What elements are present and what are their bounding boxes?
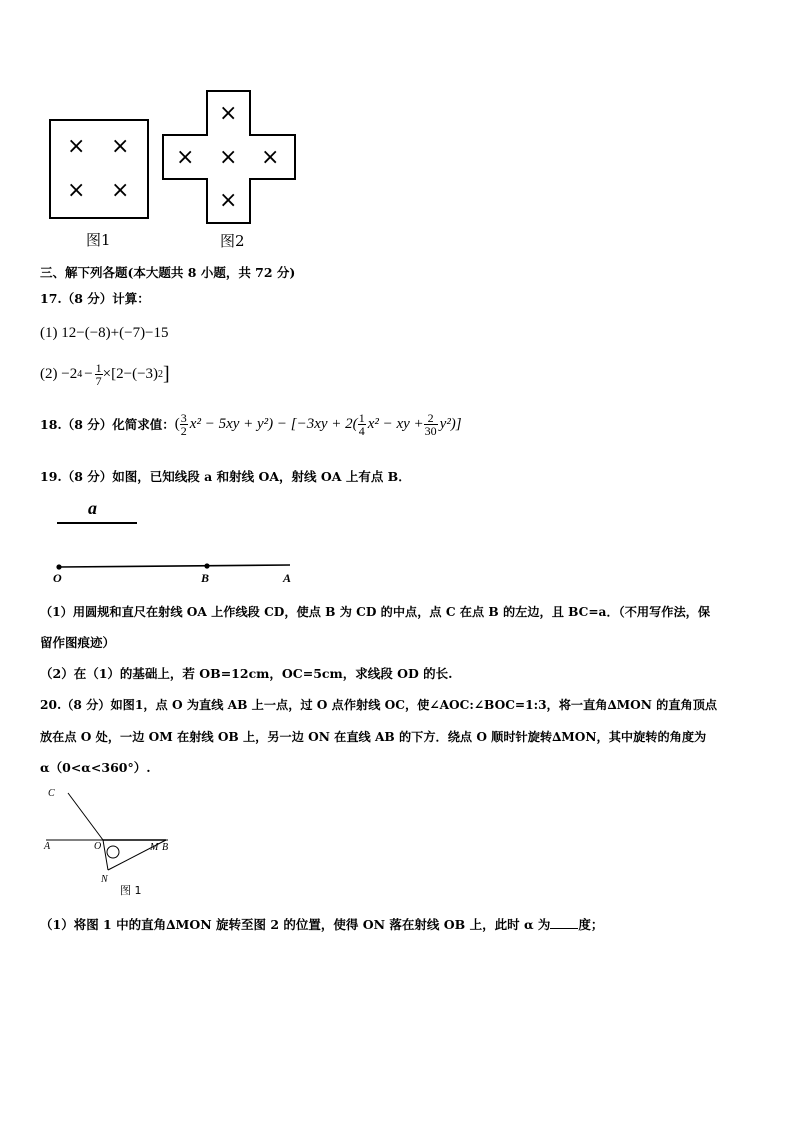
q18-frac2-den: 4 xyxy=(358,424,365,438)
q17-part2 xyxy=(40,362,170,387)
q17-part2-exp2: 2 xyxy=(158,369,164,380)
figure-1 xyxy=(49,119,149,219)
q19-part1-line2: 留作图痕迹） xyxy=(40,635,116,650)
label-C: C xyxy=(48,788,55,799)
q18-frac1-num: 3 xyxy=(180,411,187,425)
cross-mark: × xyxy=(261,145,280,170)
label-A: A xyxy=(283,571,292,585)
cross-mark: × xyxy=(111,134,130,159)
q17-part1: (1) 12−(−8)+(−7)−15 xyxy=(40,325,169,341)
section-heading: 三、解下列各题(本大题共 8 小题，共 72 分) xyxy=(40,265,296,280)
figure-1-caption: 图1 xyxy=(86,231,111,249)
q17-fraction xyxy=(95,362,103,387)
label-B: B xyxy=(162,842,169,853)
q17-part2-close: ] xyxy=(163,363,170,385)
q18-frac3 xyxy=(424,412,438,437)
cross-mark: × xyxy=(67,134,86,159)
q20-part1-unit: 度； xyxy=(578,917,604,932)
q18-frac1 xyxy=(180,412,188,437)
cross-mark: × xyxy=(219,188,238,213)
q18-expr-c: x² − xy + xyxy=(367,416,424,432)
label-O: O xyxy=(94,841,102,852)
label-M: M xyxy=(150,842,159,853)
q17-frac-num: 1 xyxy=(95,361,102,375)
cross-mark: × xyxy=(219,101,238,126)
q20-part1 xyxy=(40,916,603,933)
q17-part2-rest: ×[2−(−3) xyxy=(102,366,159,382)
q19-part2: （2）在（1）的基础上，若 OB=12cm，OC=5cm，求线段 OD 的长. xyxy=(40,666,453,681)
q19-title: 19.（8 分）如图，已知线段 a 和射线 OA，射线 OA 上有点 B． xyxy=(40,469,411,484)
ray-OA-figure xyxy=(50,558,300,588)
q18 xyxy=(40,412,462,437)
q18-title: 18.（8 分）化简求值： xyxy=(40,416,175,432)
q18-expr-d: y²)] xyxy=(439,416,462,432)
q20-figure-1 xyxy=(40,785,190,890)
q17-part2-prefix: (2) −2 xyxy=(40,366,78,382)
q20-line1: 20.（8 分）如图1，点 O 为直线 AB 上一点，过 O 点作射线 OC，使∠AOC:∠BOC=1:3，将一直角∆MON 的直角顶点 xyxy=(40,698,718,712)
q20-figure-caption: 图 1 xyxy=(120,884,142,897)
segment-a xyxy=(57,522,137,524)
q18-expr-b: x² − 5xy + y²) − [−3xy + 2( xyxy=(189,416,358,432)
q18-frac2-num: 1 xyxy=(358,411,365,425)
cross-mark: × xyxy=(219,145,238,170)
q20-line2: 放在点 O 处，一边 OM 在射线 OB 上，另一边 ON 在直线 AB 的下方．绕点 O 顺时针旋转∆MON，其中旋转的角度为 xyxy=(40,730,707,744)
label-O: O xyxy=(53,571,62,585)
cross-mark: × xyxy=(67,178,86,203)
label-A: A xyxy=(44,841,51,852)
q17-part2-minus: − xyxy=(84,366,93,382)
q20-part1-text: （1）将图 1 中的直角∆MON 旋转至图 2 的位置，使得 ON 落在射线 OB 上，此时 α 为 xyxy=(40,917,551,932)
q20-line3: α（0<α<360°）. xyxy=(40,760,151,775)
q17-frac-den: 7 xyxy=(95,374,102,388)
label-B: B xyxy=(201,571,210,585)
q18-frac3-num: 2 xyxy=(424,412,438,425)
q19-part1-line1: （1）用圆规和直尺在射线 OA 上作线段 CD，使点 B 为 CD 的中点，点 C 在点 B 的左边，且 BC=a．（不用写作法，保 xyxy=(40,605,711,619)
figure-2-caption: 图2 xyxy=(220,232,245,250)
cross-mark: × xyxy=(176,145,195,170)
q17-title: 17.（8 分）计算： xyxy=(40,291,150,306)
cross-mark: × xyxy=(111,178,130,203)
segment-a-label: a xyxy=(88,498,97,518)
q18-frac1-den: 2 xyxy=(180,424,187,438)
answer-blank[interactable] xyxy=(550,916,578,929)
q18-expr-a: ( xyxy=(174,416,180,432)
q18-frac3-den: 30 xyxy=(424,424,437,438)
q18-frac2 xyxy=(358,412,366,437)
q17-part2-exp: 4 xyxy=(77,369,83,380)
label-N: N xyxy=(101,874,108,885)
